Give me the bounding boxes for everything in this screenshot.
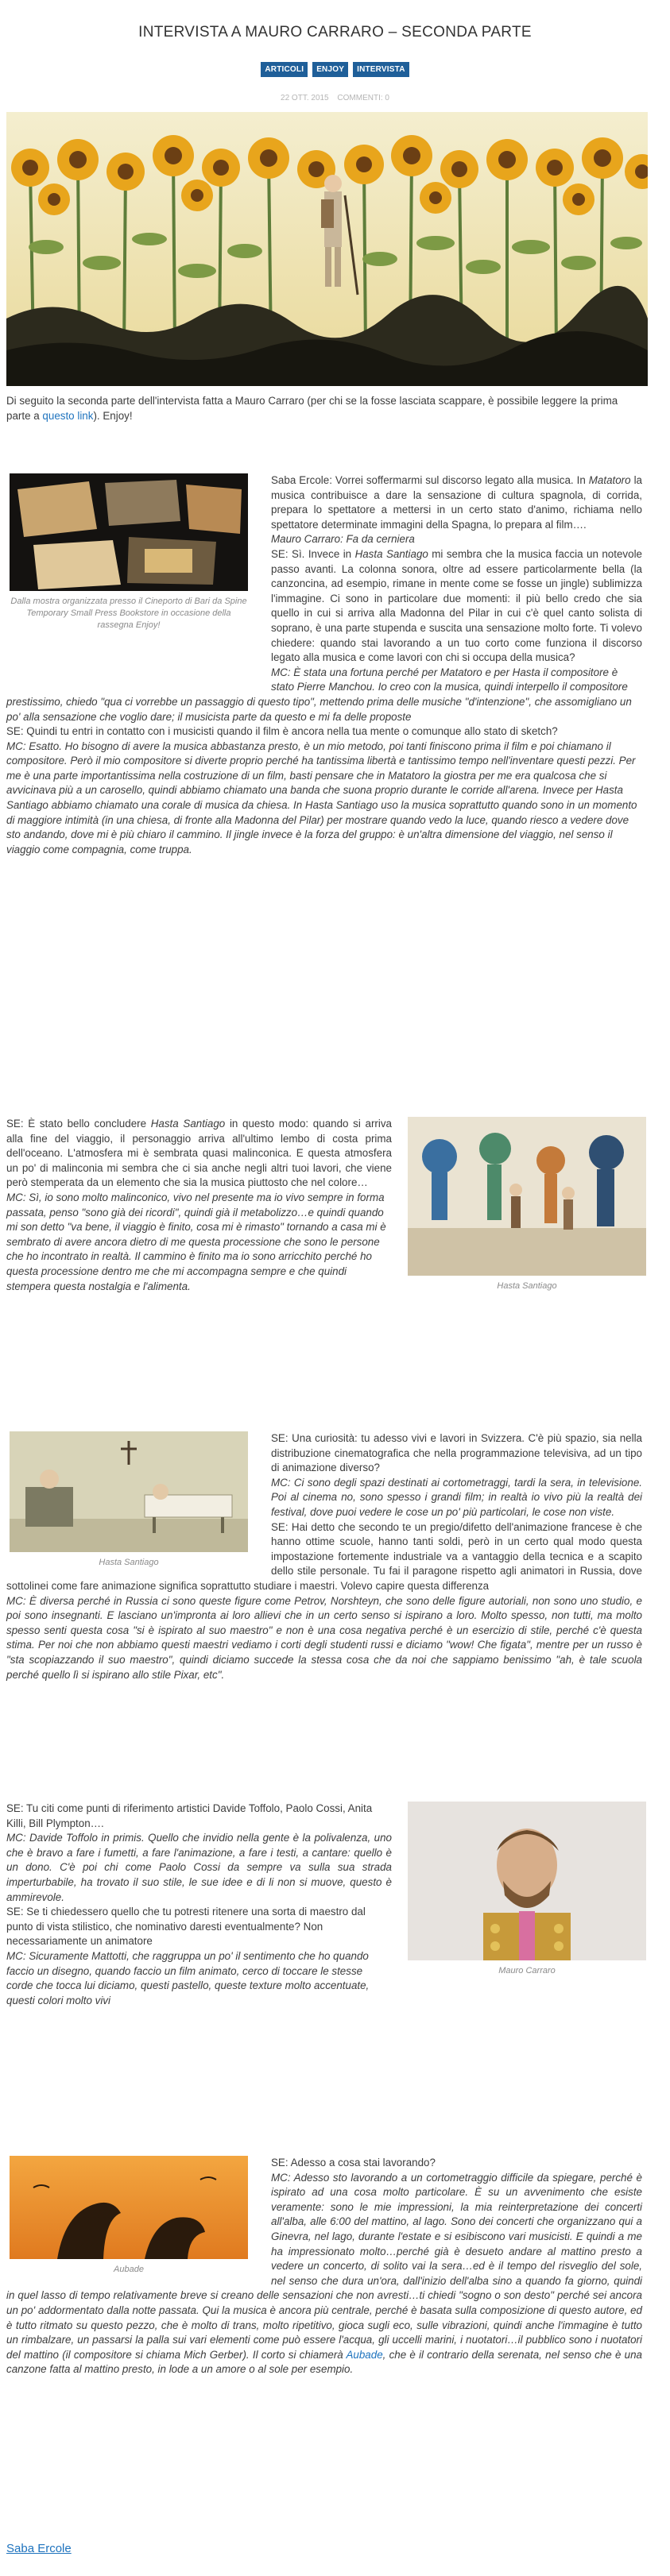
- b5-answer-end: , che è il contrario della serenata, nel senso che è una canzone fatta al mattino presto, in lode a un amore o al sole per esempio.: [6, 2348, 642, 2376]
- tag-intervista[interactable]: INTERVISTA: [353, 62, 409, 77]
- b4-q2: SE: Se ti chiedessero quello che tu potresti ritenere una sorta di maestro dal punto di vista stilistico, che nominativo daresti eventualmente? Non necessariamente un animatore: [6, 1906, 366, 1948]
- b1-answer-short: Mauro Carraro: Fa da cerniera: [271, 533, 415, 546]
- post-meta: [0, 94, 670, 102]
- b2-answer: MC: Sì, io sono molto malinconico, vivo nel presente ma io vivo sempre in forma passata, penso "sono già dei ricordi", quindi già il metabolizzo…e quindi quando mi son detto "va bene, il viaggio è finito, cosa mi è rimasto" tornando a casa mi è sembrato di avere ancora dietro di me questa processione che sono le persone che ho incontrato in realtà. Il cammino è finito ma io sono arricchito perché ho questa processione dentro me che mi accompagna sempre e che quindi stempera questa nostalgia e l'alimenta.: [6, 1191, 386, 1292]
- b2-q: SE: È stato bello concludere: [6, 1118, 151, 1130]
- interview-block-4: [6, 1802, 642, 2008]
- tag-list: [0, 62, 670, 77]
- b3-answer-2: MC: È diversa perché in Russia ci sono queste figure come Petrov, Norshteyn, che sono delle figure autoriali, non sono uno studio, e poi sono insegnanti. E lasciano un'impronta ai loro allievi che in un certo senso si ispirano a loro. Molto spesso, non tutti, ma molto spesso senti questa cosa "si è ispirato al suo maestro" e non è una cosa negativa perché è un esercizio di stile, perché c'è questa stima. Per noi che non abbiamo questi maestri vediamo i corti degli studenti russi e diciamo "wow! Che figata", mentre per un russo è "sta scopiazzando il suo maestro", quindi diciamo succede la stessa cosa che da noi che sappiamo benissimo "ah, è tale scuola perché quello lì si ispirano allo stile Pixar, etc".: [6, 1594, 642, 1681]
- b1-q4: SE: Quindi tu entri in contatto con i musicisti quando il film è ancora nella tua mente o comunque allo stato di sketch?: [6, 725, 558, 738]
- b2-q2: in questo modo: quando si arriva alla fine del viaggio, il personaggio arriva all'ultimo lembo di costa prima dell'oceano. L'atmosfera mi è sembrata quasi malinconica. E questa atmosfera un po' di malinconia mi sembra che ci sia anche negli altri tuoi lavori, che viene però stemperata da un elemento che sia la musica piuttosto che nel colore…: [6, 1118, 392, 1189]
- float-spacer: [6, 473, 271, 688]
- hasta-santiago-caption-1: Hasta Santiago: [497, 1281, 557, 1291]
- portrait-caption: Mauro Carraro: [498, 1966, 556, 1975]
- b4-answer-2: MC: Sicuramente Mattotti, che raggruppa un po' il sentimento che ho quando faccio un disegno, quando faccio un film animato, cerco di toccare le stesse corde che tocca lui diciamo, questi pastello, queste texture molto accentuate, questi colori molto vivi: [6, 1949, 370, 2006]
- interview-block-1: [6, 473, 642, 857]
- b4-answer-1: MC: Davide Toffolo in primis. Quello che invidio nella gente è la polivalenza, uno che è bravo a fare i fumetti, a fare l'animazione, a fare i testi, a cantare: quello è un dono. C'è poi chi come Paolo Cossi da sempre va sulla sua strada imperturbabile, ha trovato il suo stile, le sue idee e di li non si muove, questo è ammirevole.: [6, 1832, 392, 1903]
- intro-text-end: ). Enjoy!: [93, 409, 133, 422]
- b3-answer-1: MC: Ci sono degli spazi destinati ai cortometraggi, tardi la sera, in televisione. Poi al cinema no, sono spesso i grandi film; in realtà io vivo più la realtà dei festival, dove puoi vedere le cose un po' più particolari, le cose non viste.: [271, 1476, 642, 1518]
- aubade-link[interactable]: Aubade: [346, 2348, 383, 2361]
- b1-q3: SE: Sì. Invece in: [271, 547, 355, 560]
- comments-count[interactable]: COMMENTI: 0: [337, 94, 389, 102]
- author-signature-link[interactable]: Saba Ercole: [6, 2542, 72, 2555]
- b5-q: SE: Adesso a cosa stai lavorando?: [271, 2157, 436, 2169]
- float-spacer: [6, 2156, 271, 2283]
- tag-articoli[interactable]: ARTICOLI: [261, 62, 308, 77]
- intro-text: Di seguito la seconda parte dell'intervista fatta a Mauro Carraro (per chi se la fosse lasciata scappare, è possibile leggere la prima parte a: [6, 395, 618, 422]
- aubade-caption: Aubade: [114, 2265, 144, 2274]
- tag-enjoy[interactable]: ENJOY: [312, 62, 348, 77]
- b5-answer: MC: Adesso sto lavorando a un cortometraggio difficile da spiegare, perché è ispirato ad una cosa molto particolare. È su un avvenimento che esiste veramente: sono le mie impressioni, la mia reinterpretazione dei concerti all'alba, alle 6:00 del mattino, al lago. Sono dei concerti che organizzano qui a Ginevra, nel lago, durante l'estate e si esibiscono vari musicisti. E quindi a me ha impressionato molto…perché già è desueto andare al mattino presto a vedere un concerto, di solito vai la sera…ed è il tempo del risveglio del sole, nel senso che dura un'ora, dall'inizio dell'alba sino a quando fa giorno, quindi in quel lasso di tempo relativamente breve si creano delle sensazioni che non avresti…ti chiedi "sogno o son desto" perché sei ancora un po' addormentato dalla notte passata. Qui la musica è ancora più centrale, perché è basata sulla composizione di questo autore, ed è tutto ritmato su questo pezzo, che è molto di trans, molto ripetitivo, gioca sugli eco, sulle vibrazioni, quindi anche l'immagine è tutto un rimbalzare, un passarsi la palla sui vari elementi come può essere l'acqua, gli uccelli marini, i nuotatori…il pubblico sono i nuotatori del mattino (il compositore si chiama Mich Gerber). Il corto si chiamerà: [6, 2171, 642, 2361]
- b1-q3-b: mi sembra che la musica faccia un notevole passo avanti. La colonna sonora, oltre ad essere particolarmente bella (la canzoncina, ad esempio, rimane in mente come se fosse un jingle) sublimizza l'immagine. Ci sono in particolare due momenti: il più bello credo che sia quello in cui si arriva alla Madonna del Pilar in cui c'è quel canto solista di soprano, è una parte stupenda e suscita una sensazione molto forte. Ti volevo chiedere: quando stai lavorando a un tuo corto come funziona il discorso legato alla musica e come lavori con chi si occupa della musica?: [271, 547, 642, 664]
- float-spacer: [392, 1117, 642, 1300]
- hero-sunflowers-illustration: [6, 112, 648, 386]
- b4-q: SE: Tu citi come punti di riferimento artistici Davide Toffolo, Paolo Cossi, Anita Killi, Bill Plympton….: [6, 1802, 373, 1829]
- hasta-santiago-caption-2: Hasta Santiago: [99, 1558, 159, 1567]
- float-spacer: [392, 1802, 642, 1980]
- b1-q: Saba Ercole: Vorrei soffermarmi sul discorso legato alla musica. In: [271, 474, 589, 486]
- b3-q: SE: Una curiosità: tu adesso vivi e lavori in Svizzera. C'è più spazio, sia nella distribuzione cinematografica che nella programmazione televisiva, ad un tipo di animazione diverso?: [271, 1432, 642, 1474]
- b3-q2: SE: Hai detto che secondo te un pregio/difetto dell'animazione francese è che hanno ottime scuole, hanno tanti soldi, però in un certo qual modo questa impostazione fortemente industriale va a vantaggio della tecnica e a scapito dello stile personale. Tu fai il paragone rispetto agli animatori in Russia, dove sottolinei come fare animazione significa soprattutto studiare i maestri. Volevo capire questa differenza: [6, 1520, 642, 1592]
- first-part-link[interactable]: questo link: [42, 409, 94, 422]
- b1-q2: la musica contribuisce a dare la sensazione di cultura spagnola, di corrida, prepara lo spettatore a mettersi in un certo stato d'animo, richiama nello spettatore determinate immagini della Spagna, lo prepara al film….: [271, 474, 642, 531]
- b1-answer-2: MC: È stata una fortuna perché per Matatoro e per Hasta il compositore è stato Pierre Manchou. Io creo con la musica, quindi interpello il compositore prestissimo, chiedo "qua ci vorrebbe un passaggio di questo tipo", mettendo prima delle musiche "d'intenzione", che assomigliano un po' alla sensazione che voglio dare; il musicista parte da questo e mi fa delle proposte: [6, 666, 632, 723]
- post-date: 22 OTT. 2015: [281, 94, 329, 102]
- interview-block-3: [6, 1431, 642, 1682]
- float-spacer: [6, 1431, 271, 1578]
- exhibition-caption: Dalla mostra organizzata presso il Cineporto di Bari da Spine Temporary Small Press Bookstore in occasione della rassegna Enjoy!: [10, 597, 247, 630]
- interview-block-5: [6, 2156, 642, 2377]
- b2-q-it: Hasta Santiago: [150, 1118, 226, 1130]
- b1-q-it: Matatoro: [588, 474, 631, 486]
- b1-answer-3: MC: Esatto. Ho bisogno di avere la musica abbastanza presto, è un mio metodo, poi tanti finiscono prima il film e poi chiamano il compositore. Però il mio compositore si diverte proprio perché ha tantissima libertà e tantissimo tempo nell'inventare questi pezzi. Per me è una parte importantissima nella costruzione di un film, basti pensare che in Matatoro la giostra per me era qualcosa che si avvicinava più a un carosello, quindi abbiamo chiamato una banda che suona proprio durante le corride all'arena. Invece per Hasta Santiago abbiamo chiamato una corale di musica da chiesa. In Hasta Santiago uso la musica soprattutto quando sono in un momento di maggiore intimità (in una chiesa, di fronte alla Madonna del Pilar) per mostrare quando vedo la luce, quando riesco a vedere dove sto andando, dove mi è più chiaro il cammino. Il jingle invece è la forza del gruppo: è un'altra dimensione del viaggio, nel senso il viaggio come compagnia, come truppa.: [6, 740, 637, 855]
- b1-q3-it: Hasta Santiago: [354, 547, 428, 560]
- interview-block-2: [6, 1117, 642, 1300]
- article-title: INTERVISTA A MAURO CARRARO – SECONDA PARTE: [138, 24, 532, 41]
- intro-paragraph: [6, 394, 642, 423]
